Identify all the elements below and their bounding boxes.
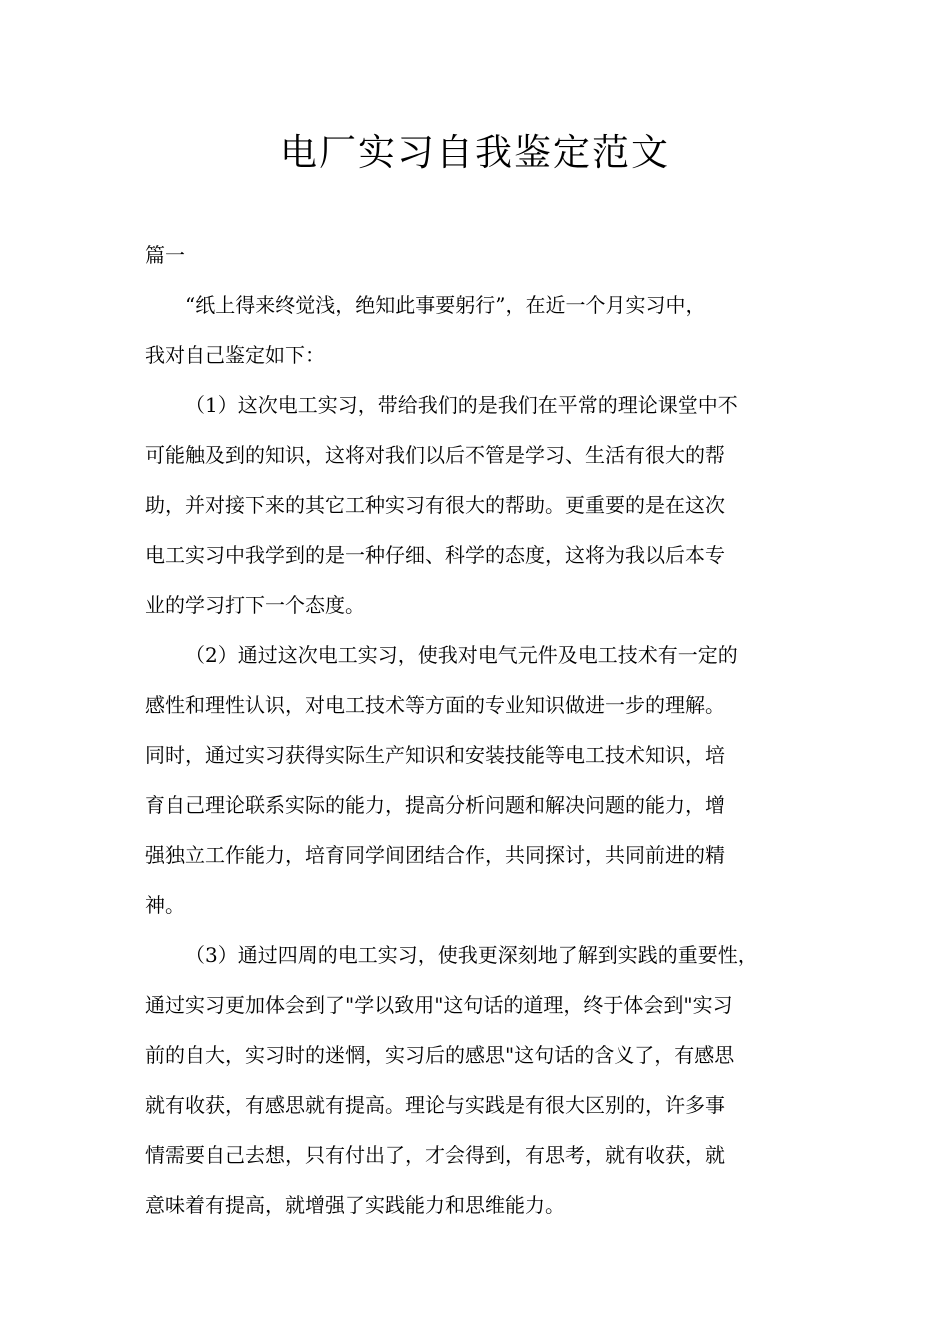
paragraph-line: 感性和理性认识，对电工技术等方面的专业知识做进一步的理解。 xyxy=(145,693,725,717)
paragraph-line: 前的自大，实习时的迷惘，实习后的感思"这句话的含义了，有感思 xyxy=(145,1043,735,1067)
document-title: 电厂实习自我鉴定范文 xyxy=(280,131,670,174)
paragraph-item-2 xyxy=(145,630,835,930)
paragraph-line: 神。 xyxy=(145,893,185,917)
paragraph-line: 电工实习中我学到的是一种仔细、科学的态度，这将为我以后本专 xyxy=(145,543,725,567)
document-body xyxy=(145,230,835,1230)
paragraph-line: （3）通过四周的电工实习，使我更深刻地了解到实践的重要性， xyxy=(185,943,758,967)
paragraph-line: 育自己理论联系实际的能力，提高分析问题和解决问题的能力，增 xyxy=(145,793,725,817)
paragraph-line: 同时，通过实习获得实际生产知识和安装技能等电工技术知识，培 xyxy=(145,743,725,767)
paragraph-item-3 xyxy=(145,930,835,1230)
paragraph-intro xyxy=(145,280,835,380)
paragraph-line: 助，并对接下来的其它工种实习有很大的帮助。更重要的是在这次 xyxy=(145,493,725,517)
paragraph-line: （1）这次电工实习，带给我们的是我们在平常的理论课堂中不 xyxy=(185,393,738,417)
paragraph-line: “纸上得来终觉浅，绝知此事要躬行”，在近一个月实习中， xyxy=(185,293,706,317)
paragraph-line: 通过实习更加体会到了"学以致用"这句话的道理，终于体会到"实习 xyxy=(145,993,733,1017)
paragraph-item-1 xyxy=(145,380,835,630)
section-label: 篇一 xyxy=(145,243,185,267)
paragraph-line: 就有收获，有感思就有提高。理论与实践是有很大区别的，许多事 xyxy=(145,1093,725,1117)
paragraph-line: 可能触及到的知识，这将对我们以后不管是学习、生活有很大的帮 xyxy=(145,443,725,467)
paragraph-line: 业的学习打下一个态度。 xyxy=(145,593,365,617)
paragraph-line: 我对自己鉴定如下： xyxy=(145,343,325,367)
paragraph-line: 情需要自己去想，只有付出了，才会得到，有思考，就有收获，就 xyxy=(145,1143,725,1167)
paragraph-line: 意味着有提高，就增强了实践能力和思维能力。 xyxy=(145,1193,565,1217)
paragraph-line: （2）通过这次电工实习，使我对电气元件及电工技术有一定的 xyxy=(185,643,738,667)
paragraph-line: 强独立工作能力，培育同学间团结合作，共同探讨，共同前进的精 xyxy=(145,843,725,867)
